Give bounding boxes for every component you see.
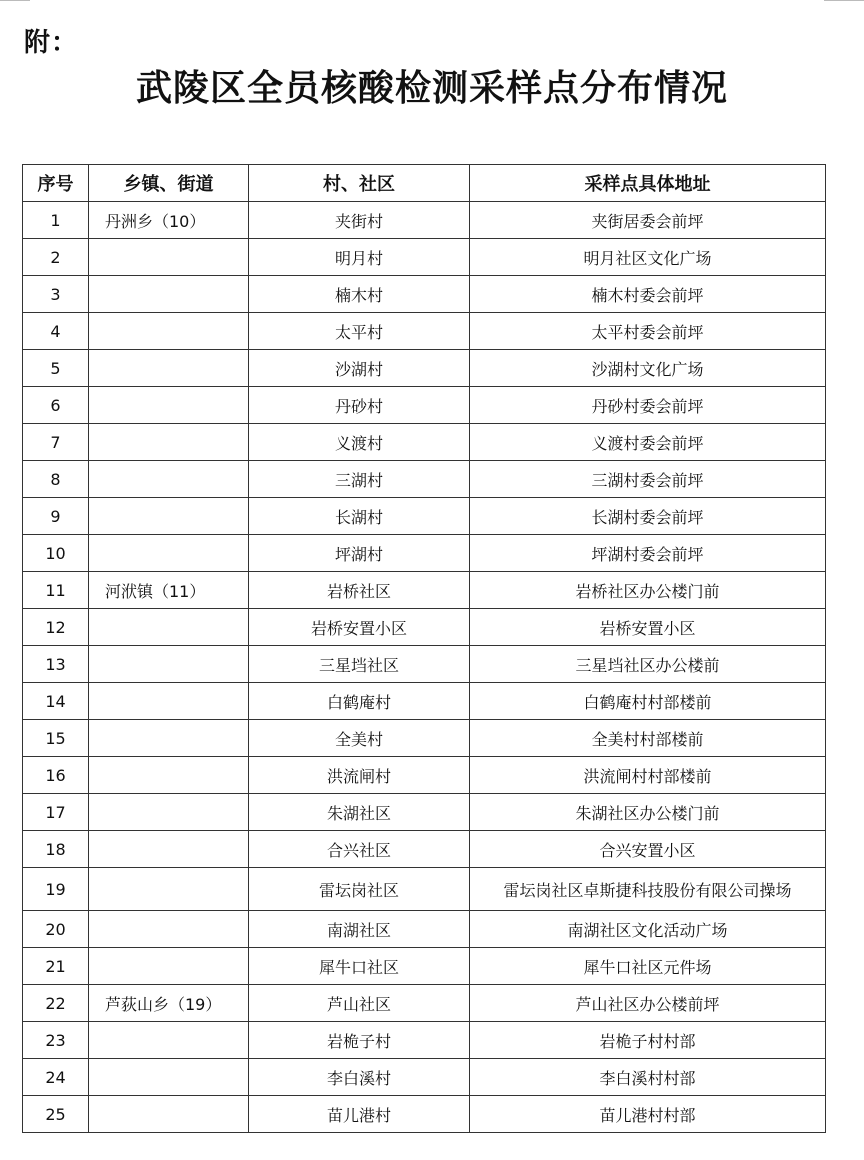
- cell-serial-number: 8: [23, 461, 89, 498]
- cell-serial-number: 20: [23, 911, 89, 948]
- cell-sampling-address: 苗儿港村村部: [470, 1096, 826, 1133]
- cell-village-community: 岩桥社区: [249, 572, 470, 609]
- table-row: [23, 831, 826, 868]
- cell-sampling-address: 义渡村委会前坪: [470, 424, 826, 461]
- cell-sampling-address: 洪流闸村村部楼前: [470, 757, 826, 794]
- cell-sampling-address: 丹砂村委会前坪: [470, 387, 826, 424]
- cell-village-community: 长湖村: [249, 498, 470, 535]
- table-row: [23, 683, 826, 720]
- cell-serial-number: 11: [23, 572, 89, 609]
- cell-village-community: 李白溪村: [249, 1059, 470, 1096]
- cell-serial-number: 25: [23, 1096, 89, 1133]
- cell-sampling-address: 岩桅子村村部: [470, 1022, 826, 1059]
- table-row: [23, 239, 826, 276]
- table-row: [23, 1022, 826, 1059]
- cell-town-street: [89, 911, 249, 948]
- cell-village-community: 坪湖村: [249, 535, 470, 572]
- cell-town-street: [89, 757, 249, 794]
- cell-sampling-address: 合兴安置小区: [470, 831, 826, 868]
- cell-town-street: 河洑镇（11）: [89, 572, 249, 609]
- table-row: [23, 868, 826, 911]
- table-row: [23, 387, 826, 424]
- table-row: [23, 794, 826, 831]
- cell-sampling-address: 南湖社区文化活动广场: [470, 911, 826, 948]
- cell-village-community: 沙湖村: [249, 350, 470, 387]
- cell-serial-number: 10: [23, 535, 89, 572]
- cell-village-community: 雷坛岗社区: [249, 868, 470, 911]
- cell-town-street: [89, 1096, 249, 1133]
- cell-town-street: [89, 1022, 249, 1059]
- cell-sampling-address: 白鹤庵村村部楼前: [470, 683, 826, 720]
- cell-village-community: 明月村: [249, 239, 470, 276]
- cell-serial-number: 23: [23, 1022, 89, 1059]
- table-row: [23, 985, 826, 1022]
- table-body: [23, 202, 826, 1133]
- cell-village-community: 岩桅子村: [249, 1022, 470, 1059]
- cell-town-street: [89, 387, 249, 424]
- cell-serial-number: 1: [23, 202, 89, 239]
- cell-sampling-address: 雷坛岗社区卓斯捷科技股份有限公司操场: [470, 868, 826, 911]
- table-row: [23, 1096, 826, 1133]
- cell-sampling-address: 三湖村委会前坪: [470, 461, 826, 498]
- table-row: [23, 646, 826, 683]
- table-row: [23, 498, 826, 535]
- cell-sampling-address: 楠木村委会前坪: [470, 276, 826, 313]
- table-row: [23, 350, 826, 387]
- cell-serial-number: 15: [23, 720, 89, 757]
- cell-sampling-address: 全美村村部楼前: [470, 720, 826, 757]
- header-town-street: 乡镇、街道: [89, 165, 249, 202]
- cell-village-community: 白鹤庵村: [249, 683, 470, 720]
- cell-town-street: [89, 276, 249, 313]
- cell-sampling-address: 芦山社区办公楼前坪: [470, 985, 826, 1022]
- table-row: [23, 202, 826, 239]
- cell-town-street: [89, 948, 249, 985]
- cell-serial-number: 7: [23, 424, 89, 461]
- cell-serial-number: 5: [23, 350, 89, 387]
- cell-serial-number: 2: [23, 239, 89, 276]
- cell-town-street: [89, 609, 249, 646]
- cell-village-community: 南湖社区: [249, 911, 470, 948]
- table-row: [23, 609, 826, 646]
- cell-town-street: [89, 720, 249, 757]
- cell-village-community: 苗儿港村: [249, 1096, 470, 1133]
- table-row: [23, 757, 826, 794]
- cell-serial-number: 19: [23, 868, 89, 911]
- cell-town-street: [89, 239, 249, 276]
- cell-sampling-address: 李白溪村村部: [470, 1059, 826, 1096]
- cell-sampling-address: 犀牛口社区元件场: [470, 948, 826, 985]
- cell-serial-number: 22: [23, 985, 89, 1022]
- cell-town-street: [89, 498, 249, 535]
- cell-town-street: [89, 313, 249, 350]
- header-serial-number: 序号: [23, 165, 89, 202]
- cell-serial-number: 6: [23, 387, 89, 424]
- header-village-community: 村、社区: [249, 165, 470, 202]
- table-row: [23, 572, 826, 609]
- table-row: [23, 461, 826, 498]
- cell-village-community: 太平村: [249, 313, 470, 350]
- cell-sampling-address: 太平村委会前坪: [470, 313, 826, 350]
- table-row: [23, 535, 826, 572]
- table-row: [23, 424, 826, 461]
- cell-sampling-address: 长湖村委会前坪: [470, 498, 826, 535]
- cell-sampling-address: 沙湖村文化广场: [470, 350, 826, 387]
- cell-sampling-address: 夹街居委会前坪: [470, 202, 826, 239]
- cell-village-community: 三星垱社区: [249, 646, 470, 683]
- cell-town-street: [89, 350, 249, 387]
- cell-town-street: [89, 794, 249, 831]
- cell-sampling-address: 三星垱社区办公楼前: [470, 646, 826, 683]
- cell-village-community: 全美村: [249, 720, 470, 757]
- cell-town-street: [89, 868, 249, 911]
- cell-town-street: [89, 424, 249, 461]
- cell-town-street: [89, 683, 249, 720]
- cell-serial-number: 9: [23, 498, 89, 535]
- cell-sampling-address: 朱湖社区办公楼门前: [470, 794, 826, 831]
- cell-sampling-address: 岩桥社区办公楼门前: [470, 572, 826, 609]
- document-title: 武陵区全员核酸检测采样点分布情况: [135, 68, 728, 109]
- cell-village-community: 三湖村: [249, 461, 470, 498]
- cell-village-community: 朱湖社区: [249, 794, 470, 831]
- table-row: [23, 313, 826, 350]
- cell-village-community: 犀牛口社区: [249, 948, 470, 985]
- table-row: [23, 1059, 826, 1096]
- table-row: [23, 948, 826, 985]
- cell-town-street: [89, 831, 249, 868]
- header-sampling-address: 采样点具体地址: [470, 165, 826, 202]
- page-fold-mark-left: [0, 0, 30, 9]
- cell-village-community: 洪流闸村: [249, 757, 470, 794]
- cell-serial-number: 3: [23, 276, 89, 313]
- table-row: [23, 720, 826, 757]
- cell-village-community: 丹砂村: [249, 387, 470, 424]
- sampling-sites-table: [22, 164, 826, 1133]
- cell-serial-number: 4: [23, 313, 89, 350]
- cell-village-community: 义渡村: [249, 424, 470, 461]
- cell-sampling-address: 明月社区文化广场: [470, 239, 826, 276]
- page-fold-mark-right: [824, 0, 864, 9]
- cell-sampling-address: 坪湖村委会前坪: [470, 535, 826, 572]
- cell-serial-number: 18: [23, 831, 89, 868]
- cell-sampling-address: 岩桥安置小区: [470, 609, 826, 646]
- table-row: [23, 911, 826, 948]
- cell-town-street: [89, 535, 249, 572]
- table-row: [23, 276, 826, 313]
- cell-town-street: [89, 646, 249, 683]
- attachment-label: 附：: [24, 28, 79, 58]
- cell-village-community: 楠木村: [249, 276, 470, 313]
- cell-village-community: 芦山社区: [249, 985, 470, 1022]
- cell-serial-number: 14: [23, 683, 89, 720]
- cell-town-street: 芦荻山乡（19）: [89, 985, 249, 1022]
- cell-town-street: [89, 461, 249, 498]
- cell-serial-number: 16: [23, 757, 89, 794]
- cell-village-community: 岩桥安置小区: [249, 609, 470, 646]
- cell-serial-number: 21: [23, 948, 89, 985]
- cell-town-street: [89, 1059, 249, 1096]
- cell-serial-number: 24: [23, 1059, 89, 1096]
- cell-village-community: 合兴社区: [249, 831, 470, 868]
- cell-serial-number: 13: [23, 646, 89, 683]
- table-header-row: [23, 165, 826, 202]
- cell-serial-number: 12: [23, 609, 89, 646]
- cell-town-street: 丹洲乡（10）: [89, 202, 249, 239]
- cell-serial-number: 17: [23, 794, 89, 831]
- cell-village-community: 夹街村: [249, 202, 470, 239]
